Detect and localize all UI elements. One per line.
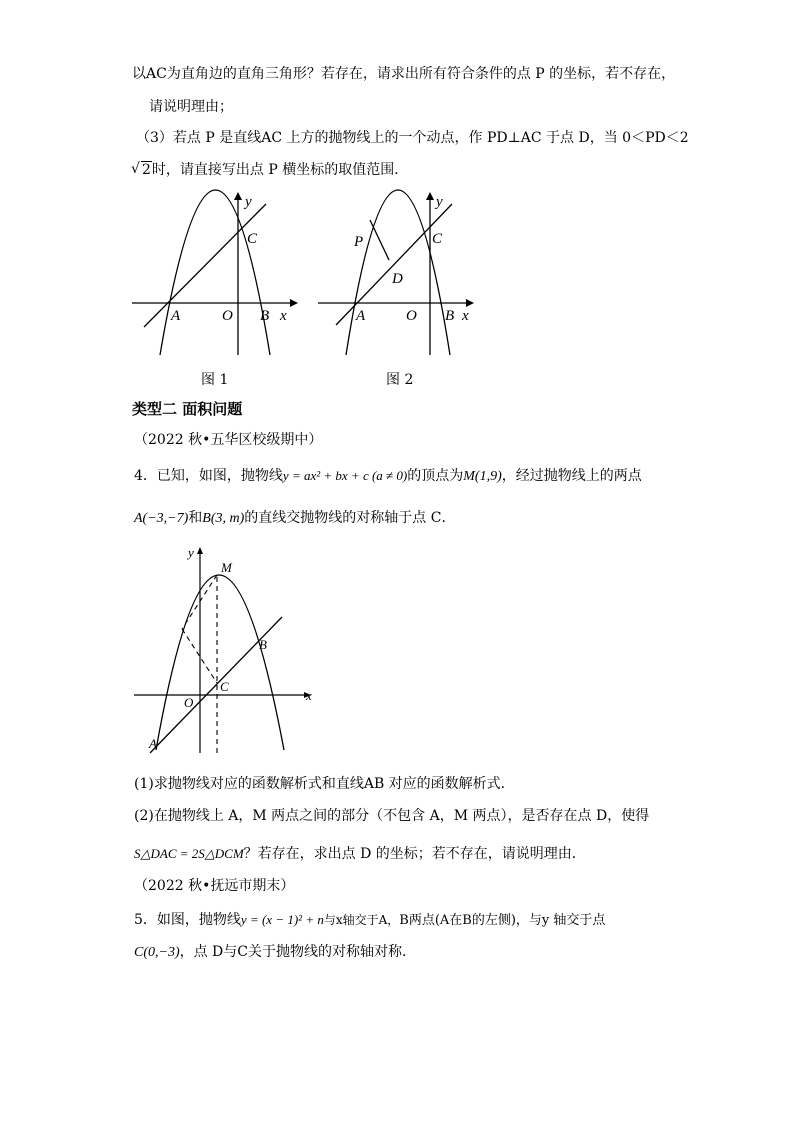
fig2-label-B: B [445, 308, 455, 324]
q5-line-2: C(0,−3)，点 D与C关于抛物线的对称轴对称． [134, 944, 416, 960]
figure-3 [132, 545, 332, 760]
fig2-label-x: x [462, 308, 469, 324]
text-line-1: 以AC为直角边的直角三角形？若存在，请求出所有符合条件的点 P 的坐标，若不存在， [132, 66, 676, 82]
fig1-label-y: y [245, 194, 252, 210]
section-heading: 类型二 面积问题 [132, 400, 243, 418]
fig2-label-A: A [356, 308, 366, 324]
source-2: （2022 秋•抚远市期末） [134, 878, 295, 894]
fig1-label-C: C [247, 231, 258, 247]
fig3-label-C: C [220, 679, 229, 694]
text-line-4: √ 2时，请直接写出点 P 横坐标的取值范围． [132, 160, 408, 180]
q4-line-2: A(−3,−7)和B(3, m)的直线交抛物线的对称轴于点 C． [134, 510, 456, 526]
fig2-label-O: O [406, 308, 417, 324]
figure-2 [316, 190, 496, 360]
fig1-label-O: O [222, 308, 233, 324]
fig2-caption: 图 2 [386, 372, 414, 388]
fig3-label-O: O [184, 695, 194, 710]
fig2-label-C: C [432, 231, 443, 247]
fig3-label-x: x [306, 688, 312, 703]
fig2-label-P: P [354, 234, 364, 250]
q5-line-1: 5．如图，抛物线y = (x − 1)² + n与x轴交于A，B两点(A在B的左侧)，与y 轴交于点 [134, 912, 606, 928]
q4-part-2: (2)在抛物线上 A，M 两点之间的部分（不包含 A，M 两点），是否存在点 D，使得 [134, 808, 650, 824]
q4-line-1: 4．已知，如图，抛物线y = ax² + bx + c (a ≠ 0)的顶点为M(1,9)，经过抛物线上的两点 [134, 468, 642, 484]
source-1: （2022 秋•五华区校级期中） [134, 432, 323, 448]
fig1-label-x: x [280, 308, 287, 324]
fig3-label-A: A [149, 736, 157, 751]
fig3-label-y: y [188, 545, 194, 560]
text-line-2: 请说明理由； [149, 99, 233, 115]
q4-part-1: (1)求抛物线对应的函数解析式和直线AB 对应的函数解析式． [134, 776, 515, 792]
fig2-label-D: D [392, 271, 403, 287]
fig3-label-M: M [221, 560, 232, 575]
text-line-3: （3）若点 P 是直线AC 上方的抛物线上的一个动点，作 PD⊥AC 于点 D，当 0＜PD＜2 [136, 130, 689, 146]
fig3-label-B: B [259, 637, 267, 652]
fig1-caption: 图 1 [201, 372, 229, 388]
figure-1 [130, 190, 310, 360]
q4-part-2-cont: S△DAC = 2S△DCM？若存在，求出点 D 的坐标；若不存在，请说明理由． [134, 846, 586, 862]
sqrt-two: √ 2 [132, 160, 152, 180]
fig1-label-A: A [171, 308, 181, 324]
fig1-label-B: B [260, 308, 270, 324]
fig2-label-y: y [436, 194, 443, 210]
